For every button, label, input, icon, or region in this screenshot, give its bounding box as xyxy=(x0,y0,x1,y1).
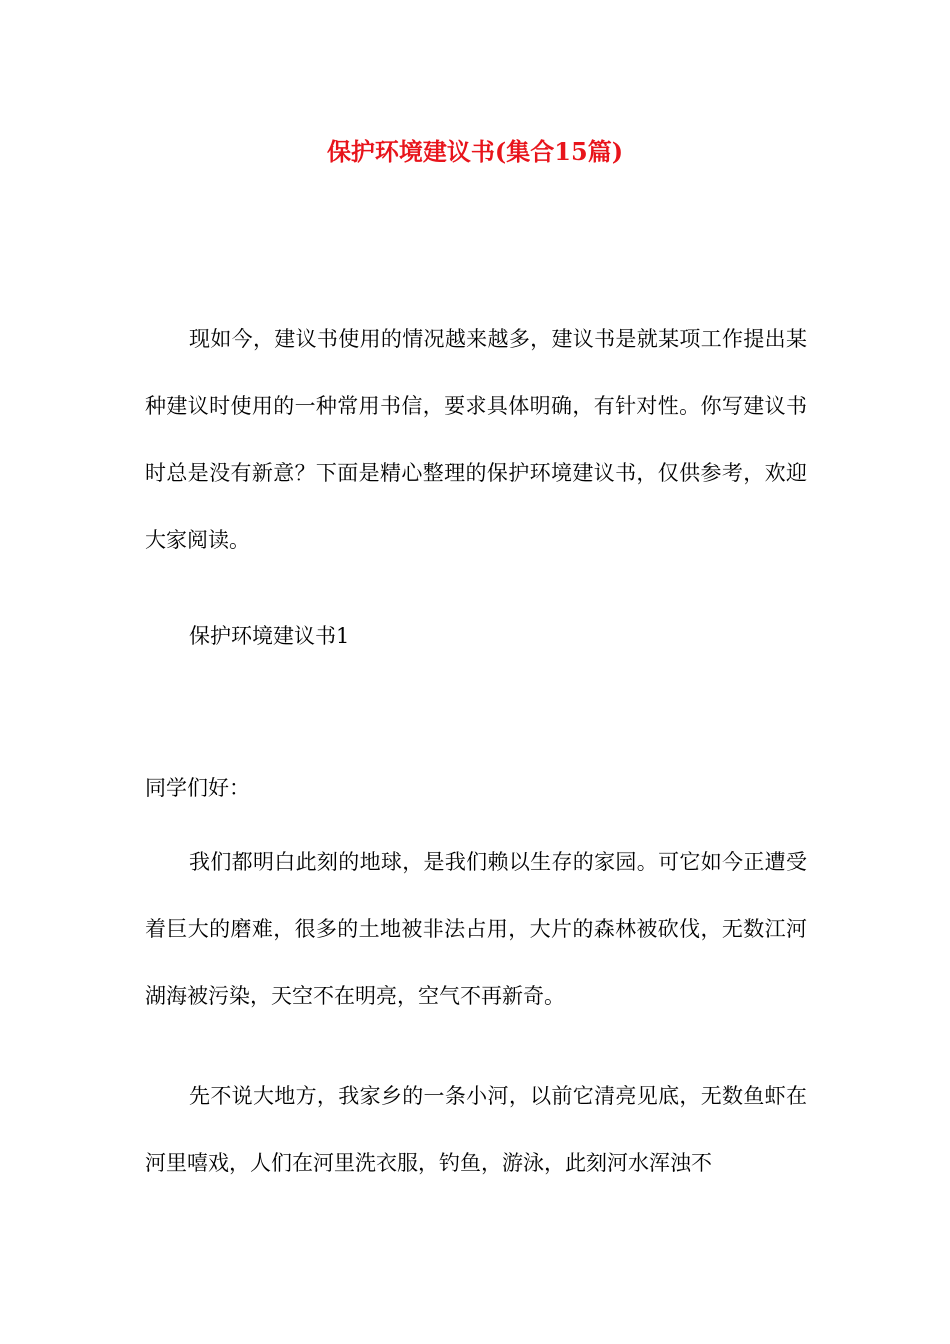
intro-paragraph: 现如今，建议书使用的情况越来越多，建议书是就某项工作提出某种建议时使用的一种常用书信，要求具体明确，有针对性。你写建议书时总是没有新意？下面是精心整理的保护环境建议书，仅供参考，欢迎大家阅读。 xyxy=(145,327,807,552)
document-title: 保护环境建议书(集合15篇) xyxy=(326,137,624,166)
body-paragraph: 我们都明白此刻的地球，是我们赖以生存的家园。可它如今正遭受着巨大的磨难，很多的土地被非法占用，大片的森林被砍伐，无数江河湖海被污染，天空不在明亮，空气不再新奇。 xyxy=(145,850,807,1008)
body-paragraph: 先不说大地方，我家乡的一条小河，以前它清亮见底，无数鱼虾在河里嘻戏，人们在河里洗衣服，钓鱼，游泳，此刻河水浑浊不 xyxy=(145,1084,807,1175)
section-heading: 保护环境建议书1 xyxy=(189,624,350,648)
greeting: 同学们好： xyxy=(145,776,250,800)
